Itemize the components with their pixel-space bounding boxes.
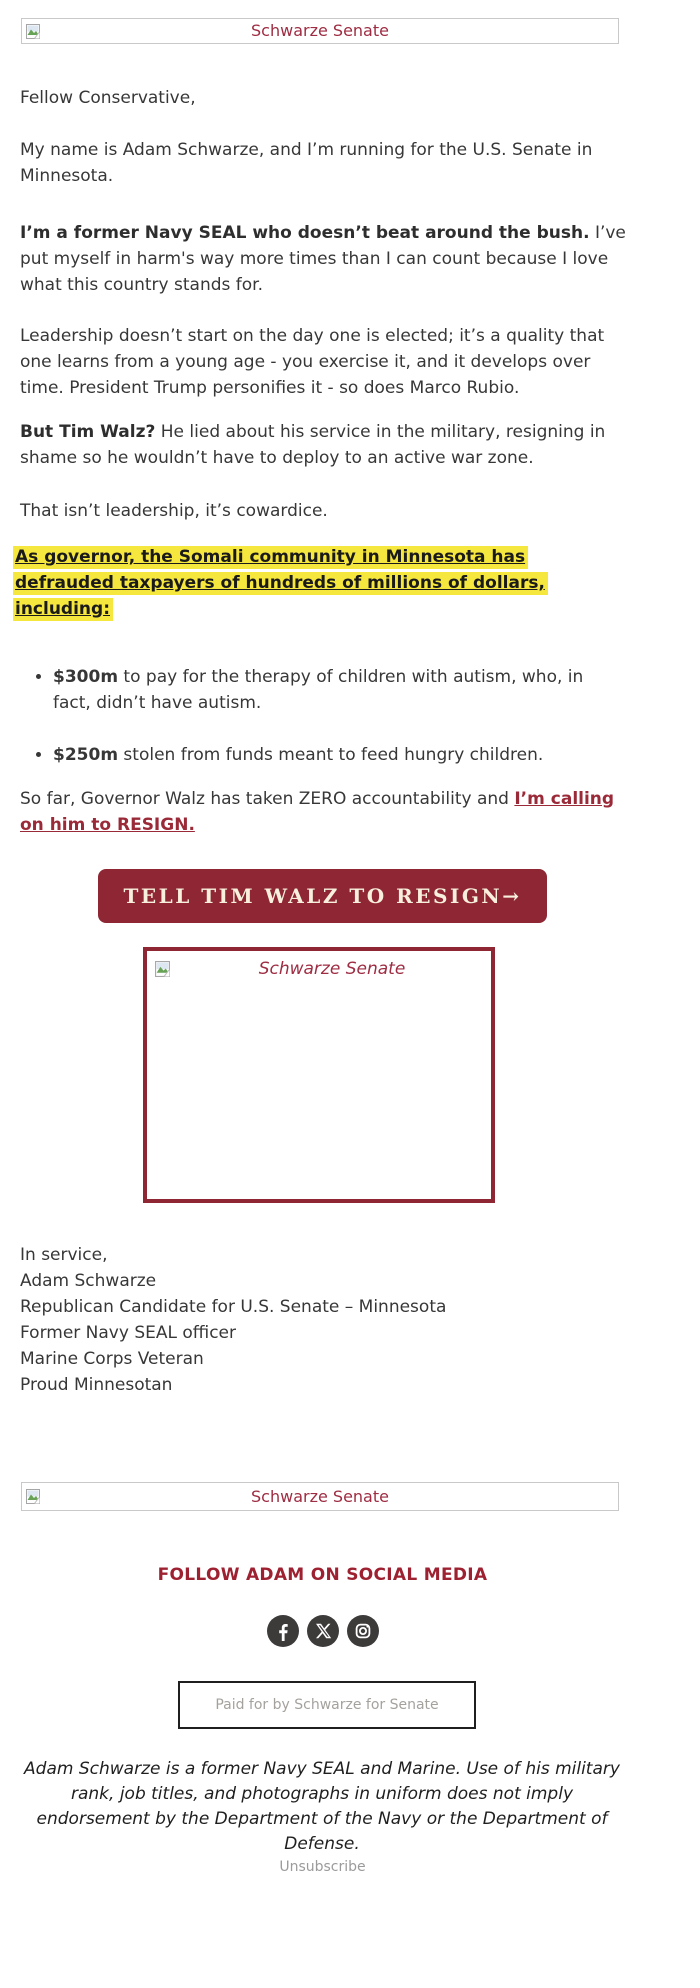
footer-banner-image[interactable] <box>21 1482 619 1511</box>
unsubscribe-link[interactable]: Unsubscribe <box>279 1859 366 1875</box>
bullet-amount: $300m <box>53 667 119 687</box>
signature-line: In service, <box>20 1245 108 1265</box>
bullet-item <box>53 664 620 716</box>
signature-line: Marine Corps Veteran <box>20 1349 204 1369</box>
paid-for-text: Paid for by Schwarze for Senate <box>215 1697 439 1713</box>
signature-line: Proud Minnesotan <box>20 1375 173 1395</box>
seal-paragraph-rest: I’ve put myself in harm's way more times than I can count because I love what this country stands for. <box>20 223 626 295</box>
bullet-item <box>53 742 620 768</box>
hero-image-alt-text: Schwarze Senate <box>258 959 406 979</box>
sofar-paragraph-text: So far, Governor Walz has taken ZERO accountability and <box>20 789 515 809</box>
header-banner-alt-text: Schwarze Senate <box>251 21 389 40</box>
header-banner-image[interactable] <box>21 18 619 44</box>
signature-line: Republican Candidate for U.S. Senate – Minnesota <box>20 1297 447 1317</box>
facebook-icon[interactable] <box>267 1615 299 1647</box>
military-disclaimer: Adam Schwarze is a former Navy SEAL and Marine. Use of his military rank, job titles, and photographs in uniform does not imply endorsement by the Department of the Navy or the Department of Defense. <box>24 1759 620 1854</box>
salutation: Fellow Conservative, <box>20 88 196 108</box>
follow-heading: FOLLOW ADAM ON SOCIAL MEDIA <box>157 1565 488 1585</box>
highlighted-headline <box>13 544 569 622</box>
fraud-bullet-list <box>20 664 620 768</box>
walz-paragraph-bold: But Tim Walz? <box>20 422 156 442</box>
cta-row <box>0 869 645 923</box>
paid-for-disclaimer-box <box>178 1681 476 1729</box>
sofar-paragraph <box>20 786 632 838</box>
signature-line: Adam Schwarze <box>20 1271 157 1291</box>
signature-block <box>20 1242 632 1398</box>
footer-banner-alt-text: Schwarze Senate <box>251 1487 389 1506</box>
instagram-icon[interactable] <box>347 1615 379 1647</box>
highlighted-headline-text: As governor, the Somali community in Minnesota has defrauded taxpayers of hundreds of millions of dollars, including: <box>13 546 548 621</box>
seal-paragraph-bold: I’m a former Navy SEAL who doesn’t beat around the bush. <box>20 223 590 243</box>
unsubscribe-row <box>0 1856 645 1875</box>
seal-paragraph <box>20 220 632 298</box>
walz-paragraph <box>20 419 632 471</box>
bullet-text: stolen from funds meant to feed hungry children. <box>118 745 544 765</box>
resign-link[interactable]: I’m calling on him to RESIGN. <box>20 789 615 835</box>
walz-paragraph-rest: He lied about his service in the military, resigning in shame so he wouldn’t have to deploy to an active war zone. <box>20 422 606 468</box>
cowardice-paragraph: That isn’t leadership, it’s cowardice. <box>20 501 328 521</box>
bullet-amount: $250m <box>53 745 119 765</box>
signature-line: Former Navy SEAL officer <box>20 1323 237 1343</box>
hero-image[interactable] <box>143 947 495 1203</box>
x-twitter-icon[interactable] <box>307 1615 339 1647</box>
tell-walz-resign-button[interactable]: TELL TIM WALZ TO RESIGN→ <box>98 869 548 923</box>
bullet-text: to pay for the therapy of children with autism, who, in fact, didn’t have autism. <box>53 667 584 713</box>
leadership-paragraph: Leadership doesn’t start on the day one is elected; it’s a quality that one learns from a young age - you exercise it, and it develops over time. President Trump personifies it - so does Marco Rubio. <box>20 326 605 398</box>
social-icons-row <box>0 1615 645 1647</box>
intro-paragraph: My name is Adam Schwarze, and I’m running for the U.S. Senate in Minnesota. <box>20 140 593 186</box>
